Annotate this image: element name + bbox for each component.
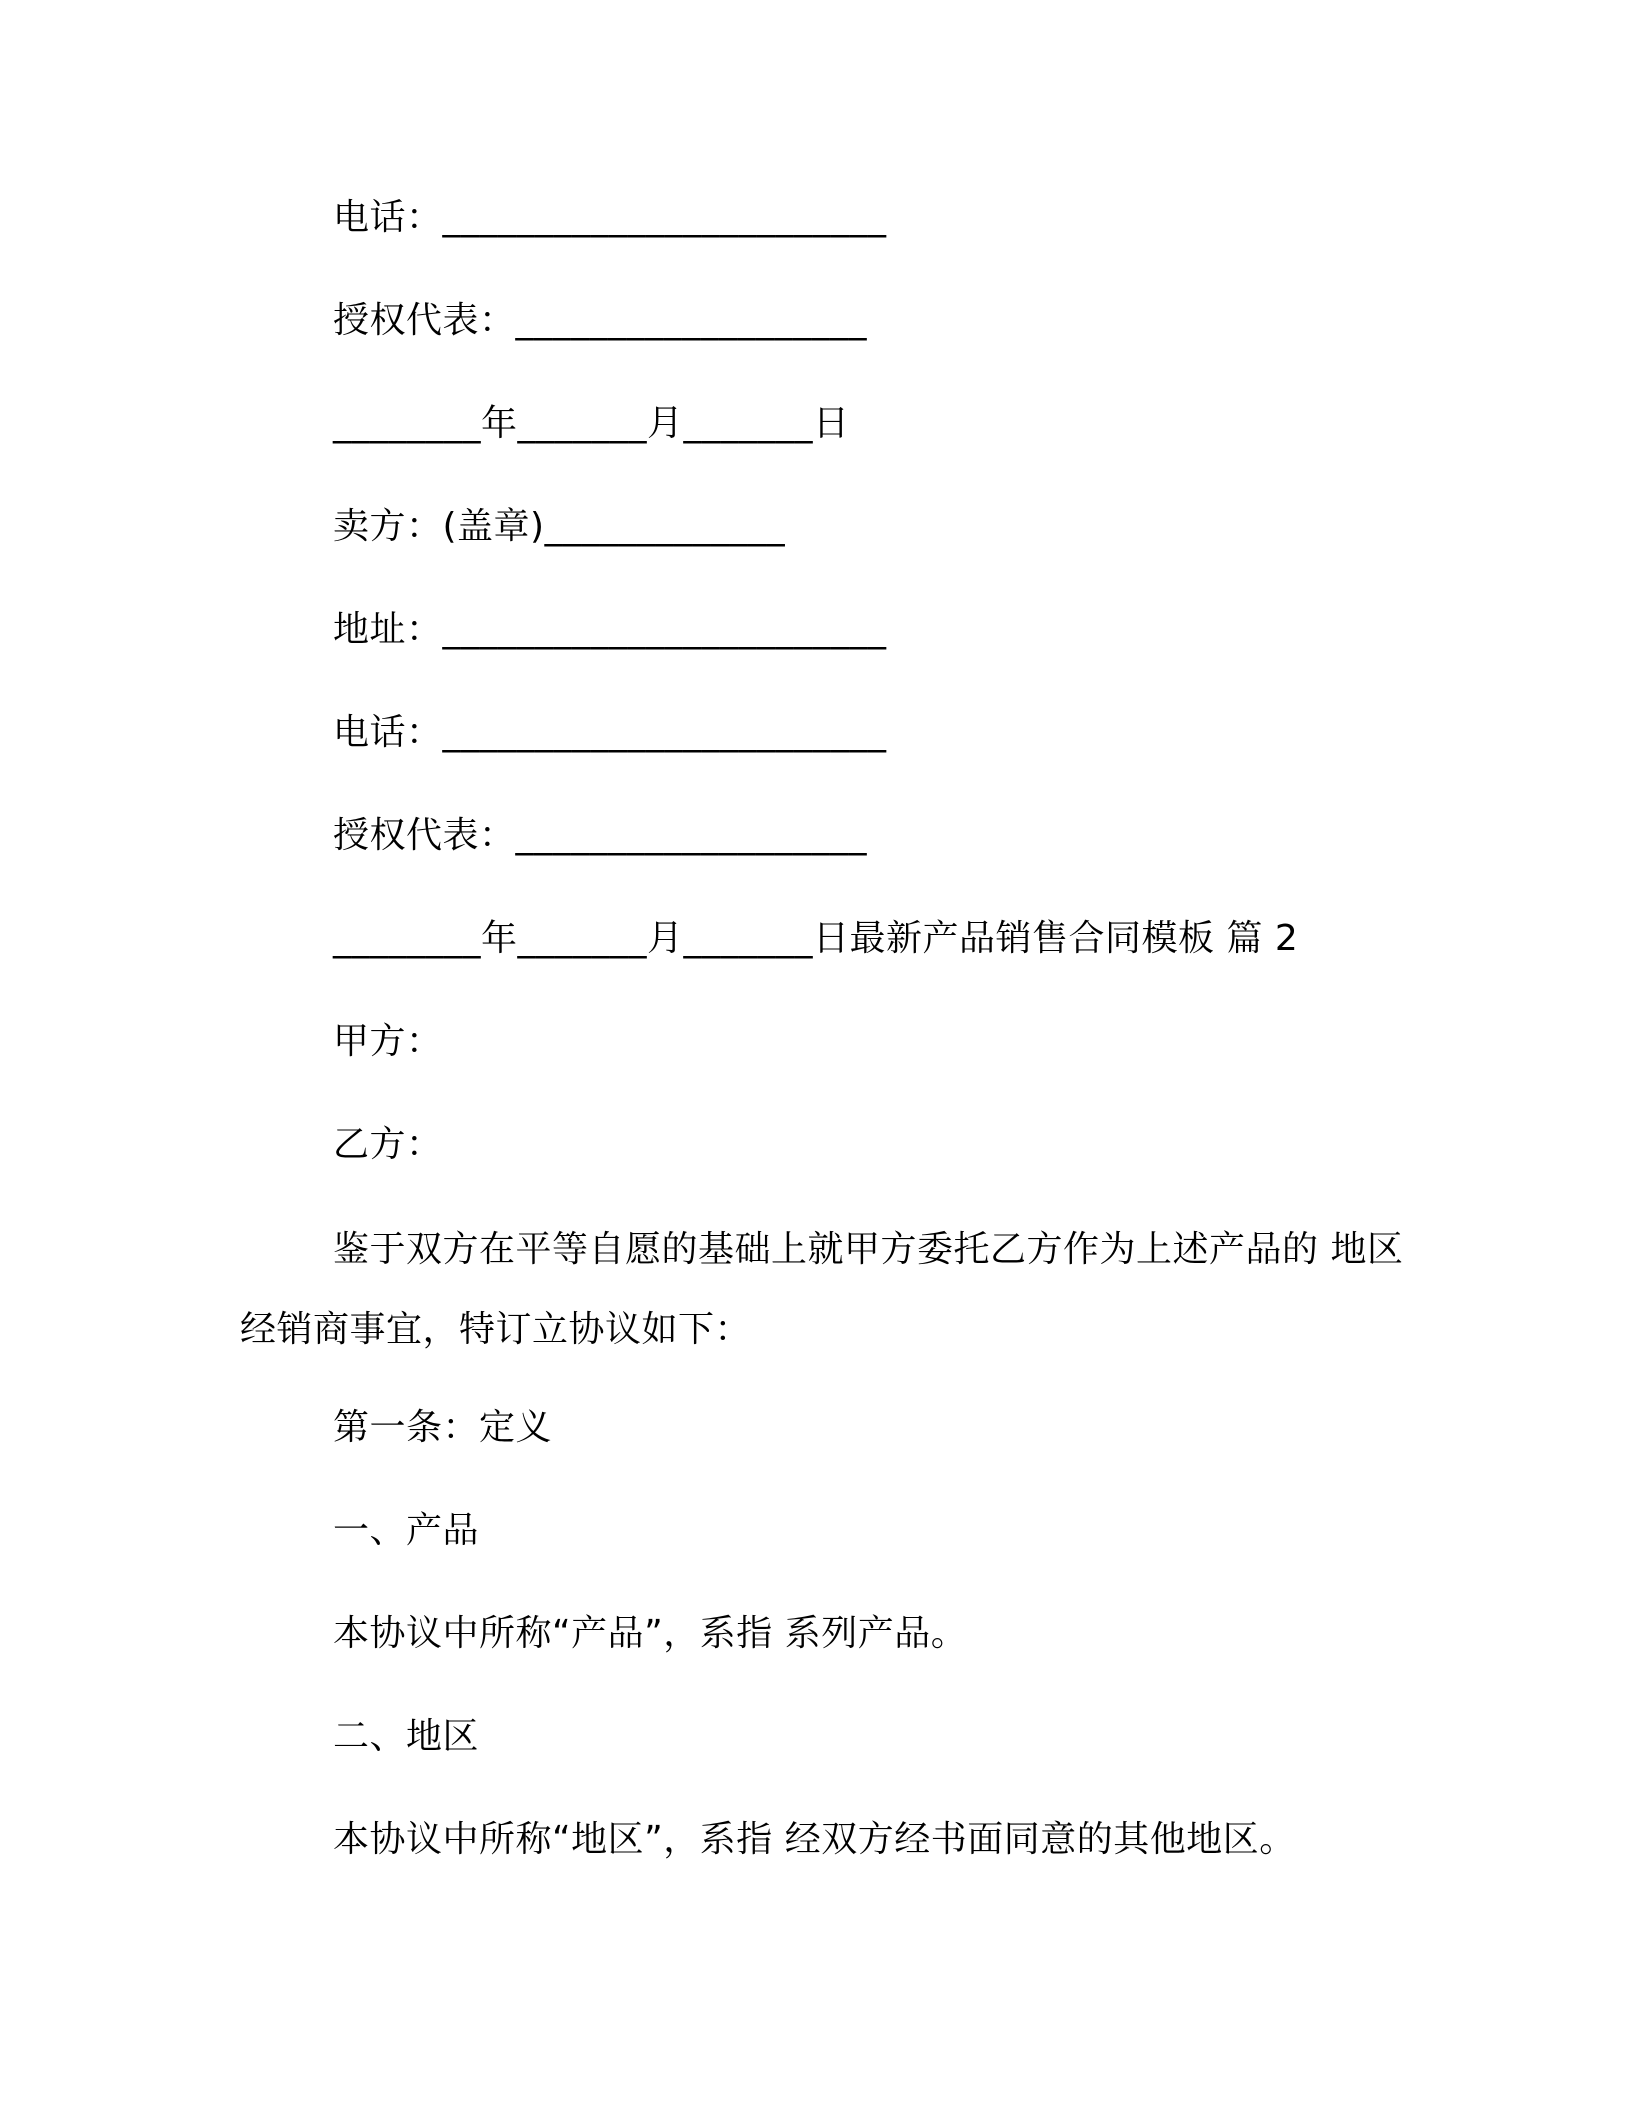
seller-representative-line: 授权代表：___________________ xyxy=(333,815,868,856)
product-definition-line: 本协议中所称“产品”，系指 系列产品。 xyxy=(333,1613,968,1654)
section-region-heading: 二、地区 xyxy=(333,1716,480,1757)
buyer-phone-line: 电话：________________________ xyxy=(333,197,887,238)
seller-date-and-title-line: ________年_______月_______日最新产品销售合同模板 篇 2 xyxy=(333,918,1299,959)
party-a-line: 甲方： xyxy=(333,1021,443,1062)
region-definition-line: 本协议中所称“地区”，系指 经双方经书面同意的其他地区。 xyxy=(333,1819,1296,1860)
buyer-representative-line: 授权代表：___________________ xyxy=(333,300,868,341)
seller-address-line: 地址：________________________ xyxy=(333,609,887,650)
party-b-line: 乙方： xyxy=(333,1124,443,1165)
preamble-paragraph: 鉴于双方在平等自愿的基础上就甲方委托乙方作为上述产品的 地区经销商事宜，特订立协议如下： xyxy=(240,1229,1404,1350)
buyer-date-line: ________年_______月_______日 xyxy=(333,403,850,444)
seller-seal-line: 卖方：(盖章)_____________ xyxy=(333,506,786,547)
article-one-heading: 第一条：定义 xyxy=(333,1407,553,1448)
section-product-heading: 一、产品 xyxy=(333,1510,480,1551)
seller-phone-line: 电话：________________________ xyxy=(333,712,887,753)
